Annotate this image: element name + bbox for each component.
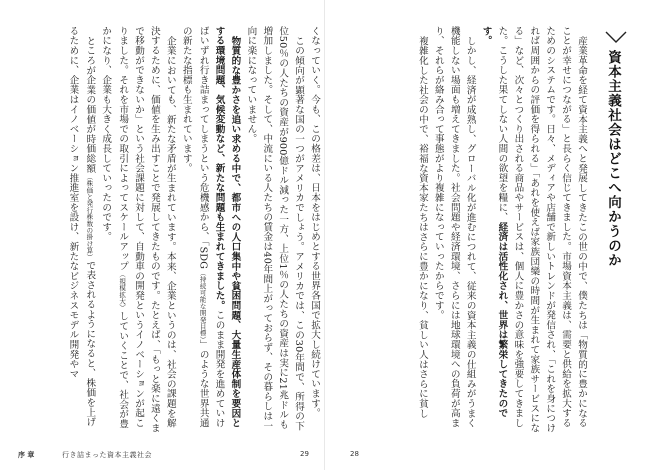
section-heading-block [593,26,633,436]
page-number-right: 28 [350,450,359,458]
page-number-left: 29 [300,450,309,458]
left-paragraph-5-end: で表されるようになると、株価を上げるために、企業はイノベーション推進室を設け、新たなビジネスモデル開発やマ [67,26,96,427]
left-paragraph-5 [65,26,98,436]
left-paragraph-4 [97,26,178,436]
right-paragraph-1 [478,26,589,436]
left-paragraph-1: くなっていく。今も、この格差は、日本をはじめとする世界各国で拡大し続けています。 [309,26,320,418]
left-paragraph-3-text: このまま開発を進めていけばいずれ行き詰まってしまうという危機感から、「SDG [197,26,225,428]
right-paragraph-3: 複雑化した社会の中で、裕福な資本家たちはさらに豊かになり、貧しい人はさらに貧し [416,35,428,418]
right-paragraph-1-text: 産業革命を経て資本主義へと発展してきたこの世の中で、僕たちは「物質的に豊かになることが幸せにつながる」と長らく信じてきました。市場資本主義は、需要と供給を拡大するためのシステムです。日々、メディアや店舗で新しいトレンドが発信され、「これを身につければ周囲からの評価を得られる」「あれを使えば家族団欒の時間が生まれて家族サービスになる」など、次々とつくり出される商品やサービスは、個人に豊かさの意味を強要してきました。こうした果てしない人間の欲望を糧に、 [496,26,587,433]
left-page-body [10,26,322,436]
left-paragraph-2: この傾向が顕著な国の一つがアメリカでしょう。アメリカでは、この30年間で、所得の下位50％の人たちの資産が900億ドル減った一方、上位1％の人たちの資産は実に21兆ドルも増加しました。そして、中流にいる人たちの賃金は40年間上がっておらず、その暮らしは一向に楽になっていません。 [245,26,305,431]
left-paragraph-3-end: 」のような世界共通の新たな指標も生まれています。 [180,26,209,428]
left-paragraph-3 [178,26,243,436]
right-paragraph-1-bold: 経済は活性化され、世界は繁栄してきたのです。 [480,26,508,418]
left-paragraph-3-bold: 物質的な豊かさを追い求める中で、都市への人口集中や貧困問題、大量生産体制を要因とする環境問題、気候変動など、新たな問題も生まれてきました。 [213,26,241,428]
left-paragraph-5-text: ところが企業の価値が時価総額 [84,35,96,173]
heading-bracket-icon [605,30,627,44]
left-paragraph-5-note: （株価と発行株数の掛け算） [85,172,94,260]
left-paragraph-4-text: 企業においても、新たな矛盾が生まれています。本来、企業というのは、社会の課題を解決するために、価値を生み出すことで発展してきたものです。たとえば、「もっと楽に遠くまで移動ができないか」という社会課題に対して、自動車の開発というイノベーションが起こりました。それを市場での取引によってスケールアップ [117,26,176,433]
chapter-label: 序 章 [18,451,35,459]
left-paragraph-3-note: （持続可能な開発目標） [198,269,207,340]
right-paragraph-2: しかし、経済が成熟し、グローバル化が進むにつれて、従来の資本主義の仕組みがうまく機能しない場面も増えてきました。社会問題や経済環境、さらには地球環境への負荷が高まり、それらが絡み合って事態がより複雑になっていったからです。 [432,26,476,428]
right-page [325,0,650,470]
left-paragraph-4-note: （規模拡大） [118,271,127,312]
section-heading: 資本主義社会はどこへ向かうのか [605,50,621,268]
left-paragraph-4-end: していくことで、社会が豊かになり、企業も大きく成長していったのです。 [100,26,129,429]
right-page-body [331,26,589,436]
chapter-title: 行き詰まった資本主義社会 [62,451,152,459]
